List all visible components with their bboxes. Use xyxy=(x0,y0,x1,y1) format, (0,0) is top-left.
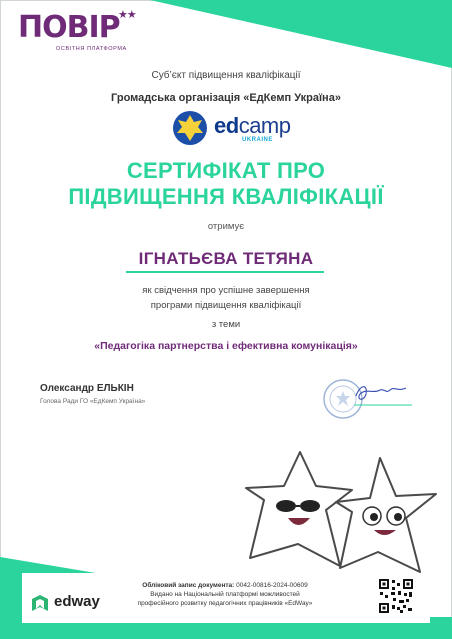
testimony-text xyxy=(0,283,452,313)
star-icon: ★★ xyxy=(118,9,136,21)
certificate-title xyxy=(0,158,452,210)
signatory-role: Голова Ради ГО «ЕдКемп Україна» xyxy=(40,398,146,405)
subject-label: Суб’єкт підвищення кваліфікації xyxy=(151,70,301,81)
title-line-1: СЕРТИФІКАТ ПРО xyxy=(126,158,326,183)
testimony-line-2: програми підвищення кваліфікації xyxy=(150,300,302,311)
testimony-line-1: як свідчення про успішне завершення xyxy=(142,285,310,296)
edcamp-emblem-icon xyxy=(172,110,208,146)
edcamp-word-camp: camp xyxy=(238,113,291,138)
edcamp-country: UKRAINE xyxy=(242,137,273,143)
receives-label: отримує xyxy=(207,221,245,232)
edcamp-logo xyxy=(172,108,292,148)
povir-logo-word: ПОВІР xyxy=(18,10,120,45)
record-id: 0042-00816-2024-00609 xyxy=(236,582,308,589)
edway-emblem-icon xyxy=(30,593,50,613)
topic-intro: з теми xyxy=(211,319,241,330)
issued-line-2: професійного розвитку педагогічних працівників «EdWay» xyxy=(137,600,313,607)
edcamp-word xyxy=(214,113,290,139)
organization-name: Громадська організація «ЕдКемп Україна» xyxy=(111,92,341,104)
povir-logo-subtitle: ОСВІТНЯ ПЛАТФОРМА xyxy=(56,46,127,52)
name-underline xyxy=(126,271,324,273)
record-line xyxy=(120,581,330,590)
title-line-2: ПІДВИЩЕННЯ КВАЛІФІКАЦІЇ xyxy=(68,184,384,209)
edway-word: edway xyxy=(54,593,100,610)
issued-line-1: Видано на Національній платформі можливостей xyxy=(150,591,300,598)
document-record xyxy=(120,581,330,608)
record-label: Обліковий запис документа: xyxy=(142,582,235,589)
course-title: «Педагогіка партнерства і ефективна комунікація» xyxy=(94,340,358,352)
povir-logo xyxy=(18,9,144,58)
signatory-name: Олександр ЕЛЬКІН xyxy=(40,383,134,394)
edcamp-word-ed: ed xyxy=(214,113,239,138)
edway-logo xyxy=(30,592,110,614)
recipient-name: ІГНАТЬЄВА ТЕТЯНА xyxy=(138,249,314,268)
qr-code-icon[interactable] xyxy=(378,578,414,614)
handwritten-signature xyxy=(350,376,414,408)
